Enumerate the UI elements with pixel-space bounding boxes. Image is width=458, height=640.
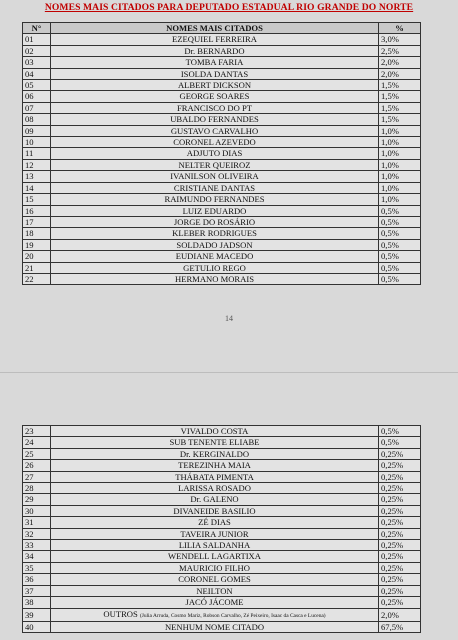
row-number: 26 (23, 460, 51, 471)
table-row (23, 494, 421, 505)
row-number: 11 (23, 148, 51, 159)
row-name: VIVALDO COSTA (51, 426, 379, 437)
table-row (23, 125, 421, 136)
row-percent: 3,0% (379, 34, 421, 45)
row-number: 39 (23, 608, 51, 621)
row-percent: 0,25% (379, 551, 421, 562)
row-percent: 0,25% (379, 585, 421, 596)
row-name: ADJUTO DIAS (51, 148, 379, 159)
row-name: Dr. KERGINALDO (51, 448, 379, 459)
row-percent: 2,5% (379, 45, 421, 56)
row-percent: 1,5% (379, 80, 421, 91)
row-percent: 1,0% (379, 194, 421, 205)
row-name: GUSTAVO CARVALHO (51, 125, 379, 136)
row-number: 25 (23, 448, 51, 459)
row-percent: 0,25% (379, 448, 421, 459)
row-number: 40 (23, 621, 51, 632)
row-percent: 0,25% (379, 505, 421, 516)
row-percent: 2,0% (379, 608, 421, 621)
row-name: IVANILSON OLIVEIRA (51, 171, 379, 182)
row-percent: 0,25% (379, 528, 421, 539)
row-percent: 1,0% (379, 171, 421, 182)
row-percent: 0,5% (379, 426, 421, 437)
row-name: ISOLDA DANTAS (51, 68, 379, 79)
table-row (23, 45, 421, 56)
row-number: 38 (23, 597, 51, 608)
table-row (23, 505, 421, 516)
outros-label: OUTROS (103, 608, 138, 619)
table-row (23, 205, 421, 216)
row-number: 24 (23, 437, 51, 448)
row-name: EZEQUIEL FERREIRA (51, 34, 379, 45)
row-number: 21 (23, 262, 51, 273)
row-name: CORONEL AZEVEDO (51, 137, 379, 148)
row-number: 12 (23, 159, 51, 170)
row-number: 35 (23, 562, 51, 573)
row-number: 07 (23, 102, 51, 113)
table-row (23, 460, 421, 471)
row-percent: 1,0% (379, 125, 421, 136)
row-name: MAURICIO FILHO (51, 562, 379, 573)
row-number: 19 (23, 239, 51, 250)
row-percent: 0,25% (379, 562, 421, 573)
row-percent: 2,0% (379, 68, 421, 79)
row-name: GEORGE SOARES (51, 91, 379, 102)
row-percent: 0,25% (379, 574, 421, 585)
table-row (23, 102, 421, 113)
table-row (23, 273, 421, 284)
table-row (23, 426, 421, 437)
table-row (23, 80, 421, 91)
row-number: 37 (23, 585, 51, 596)
table-row (23, 574, 421, 585)
table-row-outros (23, 608, 421, 621)
row-number: 32 (23, 528, 51, 539)
row-percent: 0,5% (379, 205, 421, 216)
table-row (23, 91, 421, 102)
row-name: Dr. BERNARDO (51, 45, 379, 56)
row-number: 28 (23, 483, 51, 494)
row-number: 06 (23, 91, 51, 102)
row-percent: 0,5% (379, 262, 421, 273)
table-row (23, 216, 421, 227)
row-name: LILIA SALDANHA (51, 540, 379, 551)
table-row (23, 182, 421, 193)
row-name: LUIZ EDUARDO (51, 205, 379, 216)
table-row (23, 68, 421, 79)
row-name: CORONEL GOMES (51, 574, 379, 585)
row-number: 10 (23, 137, 51, 148)
table-row (23, 34, 421, 45)
row-name: TAVEIRA JUNIOR (51, 528, 379, 539)
table-row (23, 517, 421, 528)
row-number: 29 (23, 494, 51, 505)
row-percent: 0,5% (379, 216, 421, 227)
header-name: NOMES MAIS CITADOS (51, 23, 379, 34)
table-header-row (23, 23, 421, 34)
row-name: EUDIANE MACEDO (51, 251, 379, 262)
table-row (23, 159, 421, 170)
row-name: TOMBA FARIA (51, 57, 379, 68)
table-row (23, 194, 421, 205)
row-name: SUB TENENTE ELIABE (51, 437, 379, 448)
row-name (51, 608, 379, 621)
row-percent: 1,5% (379, 91, 421, 102)
row-percent: 0,25% (379, 494, 421, 505)
row-number: 20 (23, 251, 51, 262)
row-name: HERMANO MORAIS (51, 273, 379, 284)
row-name: Dr. GALENO (51, 494, 379, 505)
row-name: FRANCISCO DO PT (51, 102, 379, 113)
row-percent: 1,0% (379, 159, 421, 170)
table-row (23, 251, 421, 262)
row-name: NEILTON (51, 585, 379, 596)
row-number: 30 (23, 505, 51, 516)
row-number: 36 (23, 574, 51, 585)
row-percent: 0,25% (379, 517, 421, 528)
row-number: 22 (23, 273, 51, 284)
table-row (23, 483, 421, 494)
table-row (23, 137, 421, 148)
row-name: ZÉ DIAS (51, 517, 379, 528)
row-name: THÁBATA PIMENTA (51, 471, 379, 482)
row-percent: 1,0% (379, 182, 421, 193)
row-name: GETULIO REGO (51, 262, 379, 273)
table-row (23, 437, 421, 448)
table-row (23, 171, 421, 182)
row-number: 31 (23, 517, 51, 528)
outros-detail: (Julia Arruda, Cosmo Mariz, Robson Carvalho, Zé Peixeiro, Isaac da Casca e Lucena) (139, 612, 326, 619)
row-percent: 2,0% (379, 57, 421, 68)
table-row (23, 471, 421, 482)
row-name: CRISTIANE DANTAS (51, 182, 379, 193)
row-percent: 0,5% (379, 251, 421, 262)
table-row (23, 262, 421, 273)
table-row-nenhum (23, 621, 421, 632)
row-name: JORGE DO ROSÁRIO (51, 216, 379, 227)
row-name: KLEBER RODRIGUES (51, 228, 379, 239)
row-number: 02 (23, 45, 51, 56)
table-row (23, 551, 421, 562)
row-name: RAIMUNDO FERNANDES (51, 194, 379, 205)
header-number: N° (23, 23, 51, 34)
table-row (23, 585, 421, 596)
row-number: 34 (23, 551, 51, 562)
row-number: 16 (23, 205, 51, 216)
row-percent: 0,25% (379, 483, 421, 494)
row-number: 27 (23, 471, 51, 482)
row-percent: 1,5% (379, 102, 421, 113)
row-name: ALBERT DICKSON (51, 80, 379, 91)
row-number: 18 (23, 228, 51, 239)
row-number: 01 (23, 34, 51, 45)
table-row (23, 57, 421, 68)
table-row (23, 448, 421, 459)
row-name: NENHUM NOME CITADO (51, 621, 379, 632)
table-row (23, 562, 421, 573)
row-percent: 0,25% (379, 460, 421, 471)
row-number: 13 (23, 171, 51, 182)
row-name: LARISSA ROSADO (51, 483, 379, 494)
table-row (23, 528, 421, 539)
row-number: 14 (23, 182, 51, 193)
row-name: JACÓ JÁCOME (51, 597, 379, 608)
page-divider (0, 372, 458, 373)
row-number: 17 (23, 216, 51, 227)
page-title: NOMES MAIS CITADOS PARA DEPUTADO ESTADUAL RIO GRANDE DO NORTE (44, 2, 414, 13)
table-row (23, 148, 421, 159)
page-number: 14 (225, 314, 233, 323)
row-percent: 1,5% (379, 114, 421, 125)
row-percent: 0,5% (379, 437, 421, 448)
row-name: SOLDADO JADSON (51, 239, 379, 250)
row-name: WENDELL LAGARTIXA (51, 551, 379, 562)
row-number: 05 (23, 80, 51, 91)
row-number: 23 (23, 426, 51, 437)
row-percent: 1,0% (379, 137, 421, 148)
row-percent: 0,5% (379, 228, 421, 239)
row-number: 09 (23, 125, 51, 136)
table-row (23, 228, 421, 239)
row-name: UBALDO FERNANDES (51, 114, 379, 125)
table-row (23, 540, 421, 551)
row-name: TEREZINHA MAIA (51, 460, 379, 471)
table-row (23, 597, 421, 608)
row-percent: 0,5% (379, 239, 421, 250)
row-percent: 1,0% (379, 148, 421, 159)
row-percent: 0,5% (379, 273, 421, 284)
row-percent: 0,25% (379, 540, 421, 551)
table-row (23, 239, 421, 250)
row-percent: 0,25% (379, 597, 421, 608)
row-number: 03 (23, 57, 51, 68)
table-row (23, 114, 421, 125)
row-number: 04 (23, 68, 51, 79)
row-name: NELTER QUEIROZ (51, 159, 379, 170)
row-number: 08 (23, 114, 51, 125)
header-percent: % (379, 23, 421, 34)
row-percent: 0,25% (379, 471, 421, 482)
row-name: DIVANEIDE BASILIO (51, 505, 379, 516)
names-table-part-1 (22, 22, 421, 285)
row-number: 15 (23, 194, 51, 205)
names-table-part-2 (22, 425, 421, 633)
row-percent: 67,5% (379, 621, 421, 632)
row-number: 33 (23, 540, 51, 551)
